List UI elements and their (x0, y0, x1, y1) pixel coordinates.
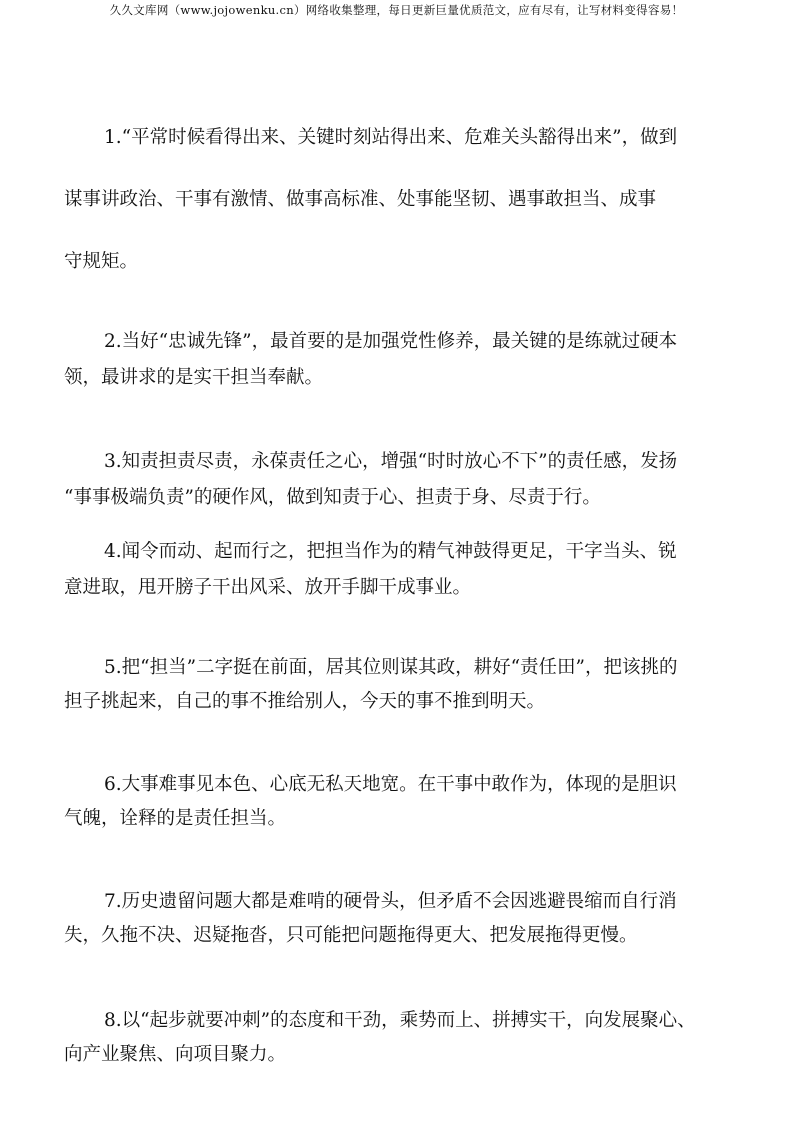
page-header-watermark: 久久文库网（www.jojowenku.cn）网络收集整理，每日更新巨量优质范文，应有尽有，让写材料变得容易！ (109, 3, 684, 17)
paragraph-line: 气魄，诠释的是责任担当。 (64, 808, 287, 829)
paragraph-line: 6.大事难事见本色、心底无私天地宽。在干事中敢作为，体现的是胆识 (104, 774, 677, 795)
paragraph-line: 守规矩。 (64, 251, 139, 272)
paragraph-line: 向产业聚焦、向项目聚力。 (64, 1044, 287, 1065)
paragraph-line: 担子挑起来，自己的事不推给别人，今天的事不推到明天。 (64, 691, 546, 712)
paragraph-line: 领，最讲求的是实干担当奉献。 (64, 367, 324, 388)
paragraph-line: 失，久拖不决、迟疑拖沓，只可能把问题拖得更大、把发展拖得更慢。 (64, 925, 638, 946)
paragraph-line: 8.以“起步就要冲刺”的态度和干劲，乘势而上、拼搏实干，向发展聚心、 (104, 1010, 696, 1031)
paragraph-line: 7.历史遗留问题大都是难啃的硬骨头，但矛盾不会因逃避畏缩而自行消 (104, 891, 677, 912)
paragraph-line: 谋事讲政治、干事有激情、做事高标准、处事能坚韧、遇事敢担当、成事 (64, 189, 657, 210)
paragraph-line: 4.闻令而动、起而行之，把担当作为的精气神鼓得更足，干字当头、锐 (104, 541, 677, 562)
paragraph-line: 意进取，甩开膀子干出风采、放开手脚干成事业。 (64, 577, 472, 598)
paragraph-line: 2.当好“忠诚先锋”，最首要的是加强党性修养，最关键的是练就过硬本 (104, 331, 678, 352)
paragraph-line: “事事极端负责”的硬作风，做到知责于心、担责于身、尽责于行。 (64, 487, 601, 508)
paragraph-line: 1.“平常时候看得出来、关键时刻站得出来、危难关头豁得出来”，做到 (104, 127, 678, 148)
paragraph-line: 5.把“担当”二字挺在前面，居其位则谋其政，耕好“责任田”，把该挑的 (104, 657, 678, 678)
paragraph-line: 3.知责担责尽责，永葆责任之心，增强“时时放心不下”的责任感，发扬 (104, 451, 678, 472)
